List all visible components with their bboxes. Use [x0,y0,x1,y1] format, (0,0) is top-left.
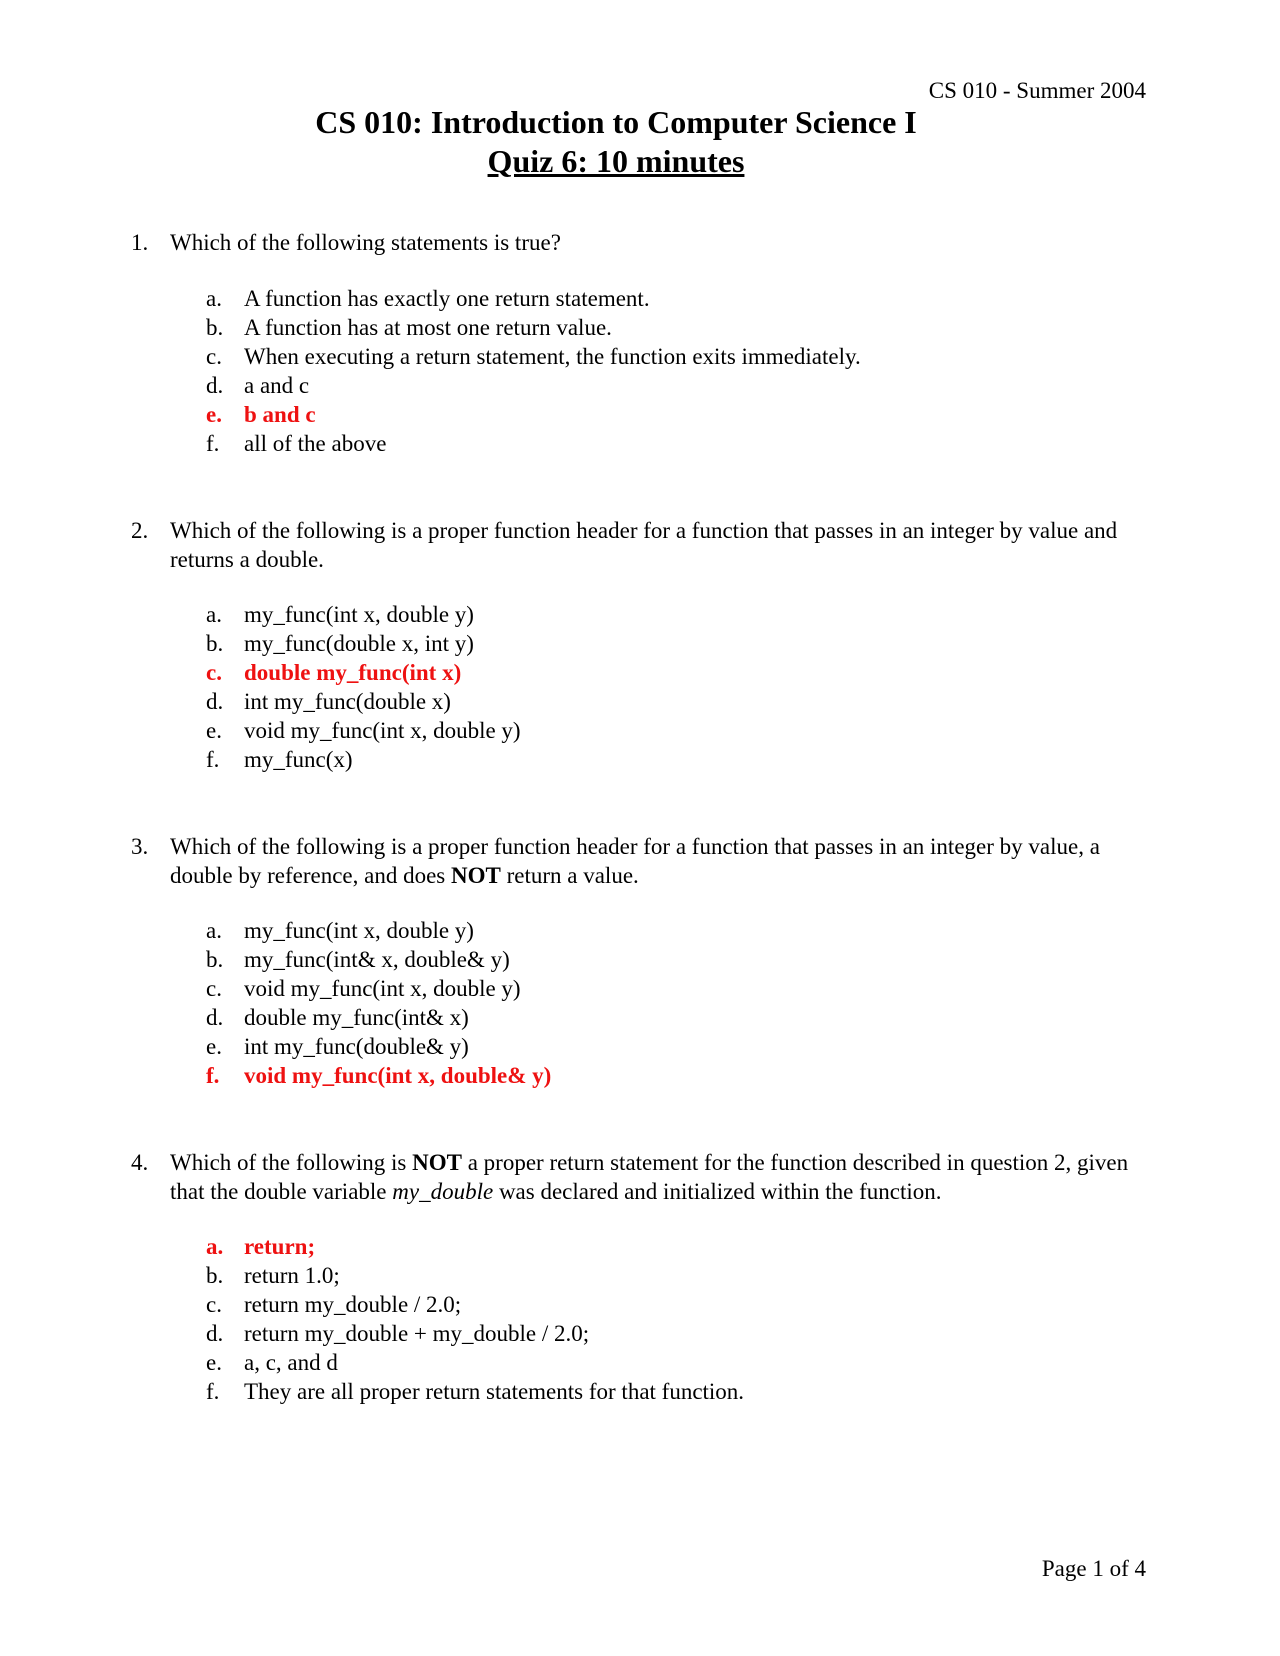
option-c [206,1290,744,1319]
option-b [206,629,521,658]
question-text: Which of the following is a proper function header for a function that passes in an integer by value, a double by reference, and does NOT return a value. [170,834,1100,888]
question-2 [131,516,1141,574]
option-f [206,745,521,774]
option-letter: d. [206,373,224,398]
option-text: all of the above [244,431,387,456]
option-c [206,342,861,371]
option-text: b and c [244,402,316,427]
option-letter: f. [206,1063,220,1088]
option-letter: e. [206,1034,222,1059]
option-letter: c. [206,976,222,1001]
emphasis-not: NOT [412,1150,462,1175]
option-letter: f. [206,1379,220,1404]
option-d [206,1319,744,1348]
page-number: Page 1 of 4 [1041,1556,1146,1581]
option-letter: e. [206,1350,222,1375]
option-text: return 1.0; [244,1263,340,1288]
option-letter: b. [206,315,224,340]
question-4-options [206,1232,744,1406]
option-text: my_func(int& x, double& y) [244,947,510,972]
option-letter: a. [206,602,222,627]
option-letter: a. [206,918,222,943]
question-number: 1. [131,230,149,255]
option-letter: b. [206,631,224,656]
option-text: return my_double / 2.0; [244,1292,462,1317]
option-letter: f. [206,747,220,772]
course-term-header: CS 010 - Summer 2004 [928,78,1146,103]
option-text: int my_func(double x) [244,689,451,714]
option-letter: f. [206,431,220,456]
option-letter: c. [206,1292,222,1317]
option-text: They are all proper return statements for that function. [244,1379,745,1404]
option-text: a and c [244,373,310,398]
option-letter: e. [206,718,222,743]
option-f [206,429,861,458]
option-text: double my_func(int& x) [244,1005,469,1030]
question-1-options [206,284,861,458]
option-text: my_func(int x, double y) [244,602,474,627]
question-text: Which of the following statements is true? [170,230,561,255]
option-e [206,1032,551,1061]
question-number: 3. [131,834,149,859]
option-a [206,916,551,945]
question-3-options [206,916,551,1090]
option-a [206,600,521,629]
option-letter: b. [206,1263,224,1288]
option-text: a, c, and d [244,1350,338,1375]
option-text: A function has exactly one return statement. [244,286,650,311]
option-text: void my_func(int x, double y) [244,718,521,743]
option-a-correct-answer [206,1232,744,1261]
option-text: my_func(double x, int y) [244,631,474,656]
option-letter: c. [206,344,222,369]
option-d [206,371,861,400]
option-text: int my_func(double& y) [244,1034,469,1059]
option-b [206,313,861,342]
option-text: double my_func(int x) [244,660,462,685]
emphasis-not: NOT [451,863,501,888]
option-c [206,974,551,1003]
question-number: 4. [131,1150,149,1175]
option-text: return my_double + my_double / 2.0; [244,1321,590,1346]
question-1 [131,228,1141,257]
option-b [206,1261,744,1290]
question-text: Which of the following is NOT a proper return statement for the function described in question 2, given that the double variable my_double was declared and initialized within the function. [170,1150,1129,1204]
option-letter: a. [206,1234,224,1259]
option-c-correct-answer [206,658,521,687]
option-text: my_func(int x, double y) [244,918,474,943]
option-f-correct-answer [206,1061,551,1090]
question-text: Which of the following is a proper function header for a function that passes in an integer by value and returns a double. [170,518,1118,572]
option-letter: b. [206,947,224,972]
question-number: 2. [131,518,149,543]
quiz-subtitle: Quiz 6: 10 minutes [487,143,745,179]
option-letter: d. [206,1321,224,1346]
option-letter: c. [206,660,222,685]
option-letter: a. [206,286,222,311]
option-f [206,1377,744,1406]
question-3 [131,832,1141,890]
option-letter: d. [206,1005,224,1030]
option-b [206,945,551,974]
option-text: A function has at most one return value. [244,315,612,340]
option-text: return; [244,1234,316,1259]
option-text: void my_func(int x, double y) [244,976,521,1001]
option-letter: d. [206,689,224,714]
question-4 [131,1148,1141,1206]
option-text: my_func(x) [244,747,353,772]
option-text: void my_func(int x, double& y) [244,1063,552,1088]
option-e [206,1348,744,1377]
variable-name: my_double [392,1179,494,1204]
option-d [206,687,521,716]
question-2-options [206,600,521,774]
option-text: When executing a return statement, the function exits immediately. [244,344,861,369]
option-a [206,284,861,313]
option-e [206,716,521,745]
document-title: CS 010: Introduction to Computer Science I [315,104,917,140]
option-e-correct-answer [206,400,861,429]
option-letter: e. [206,402,222,427]
option-d [206,1003,551,1032]
